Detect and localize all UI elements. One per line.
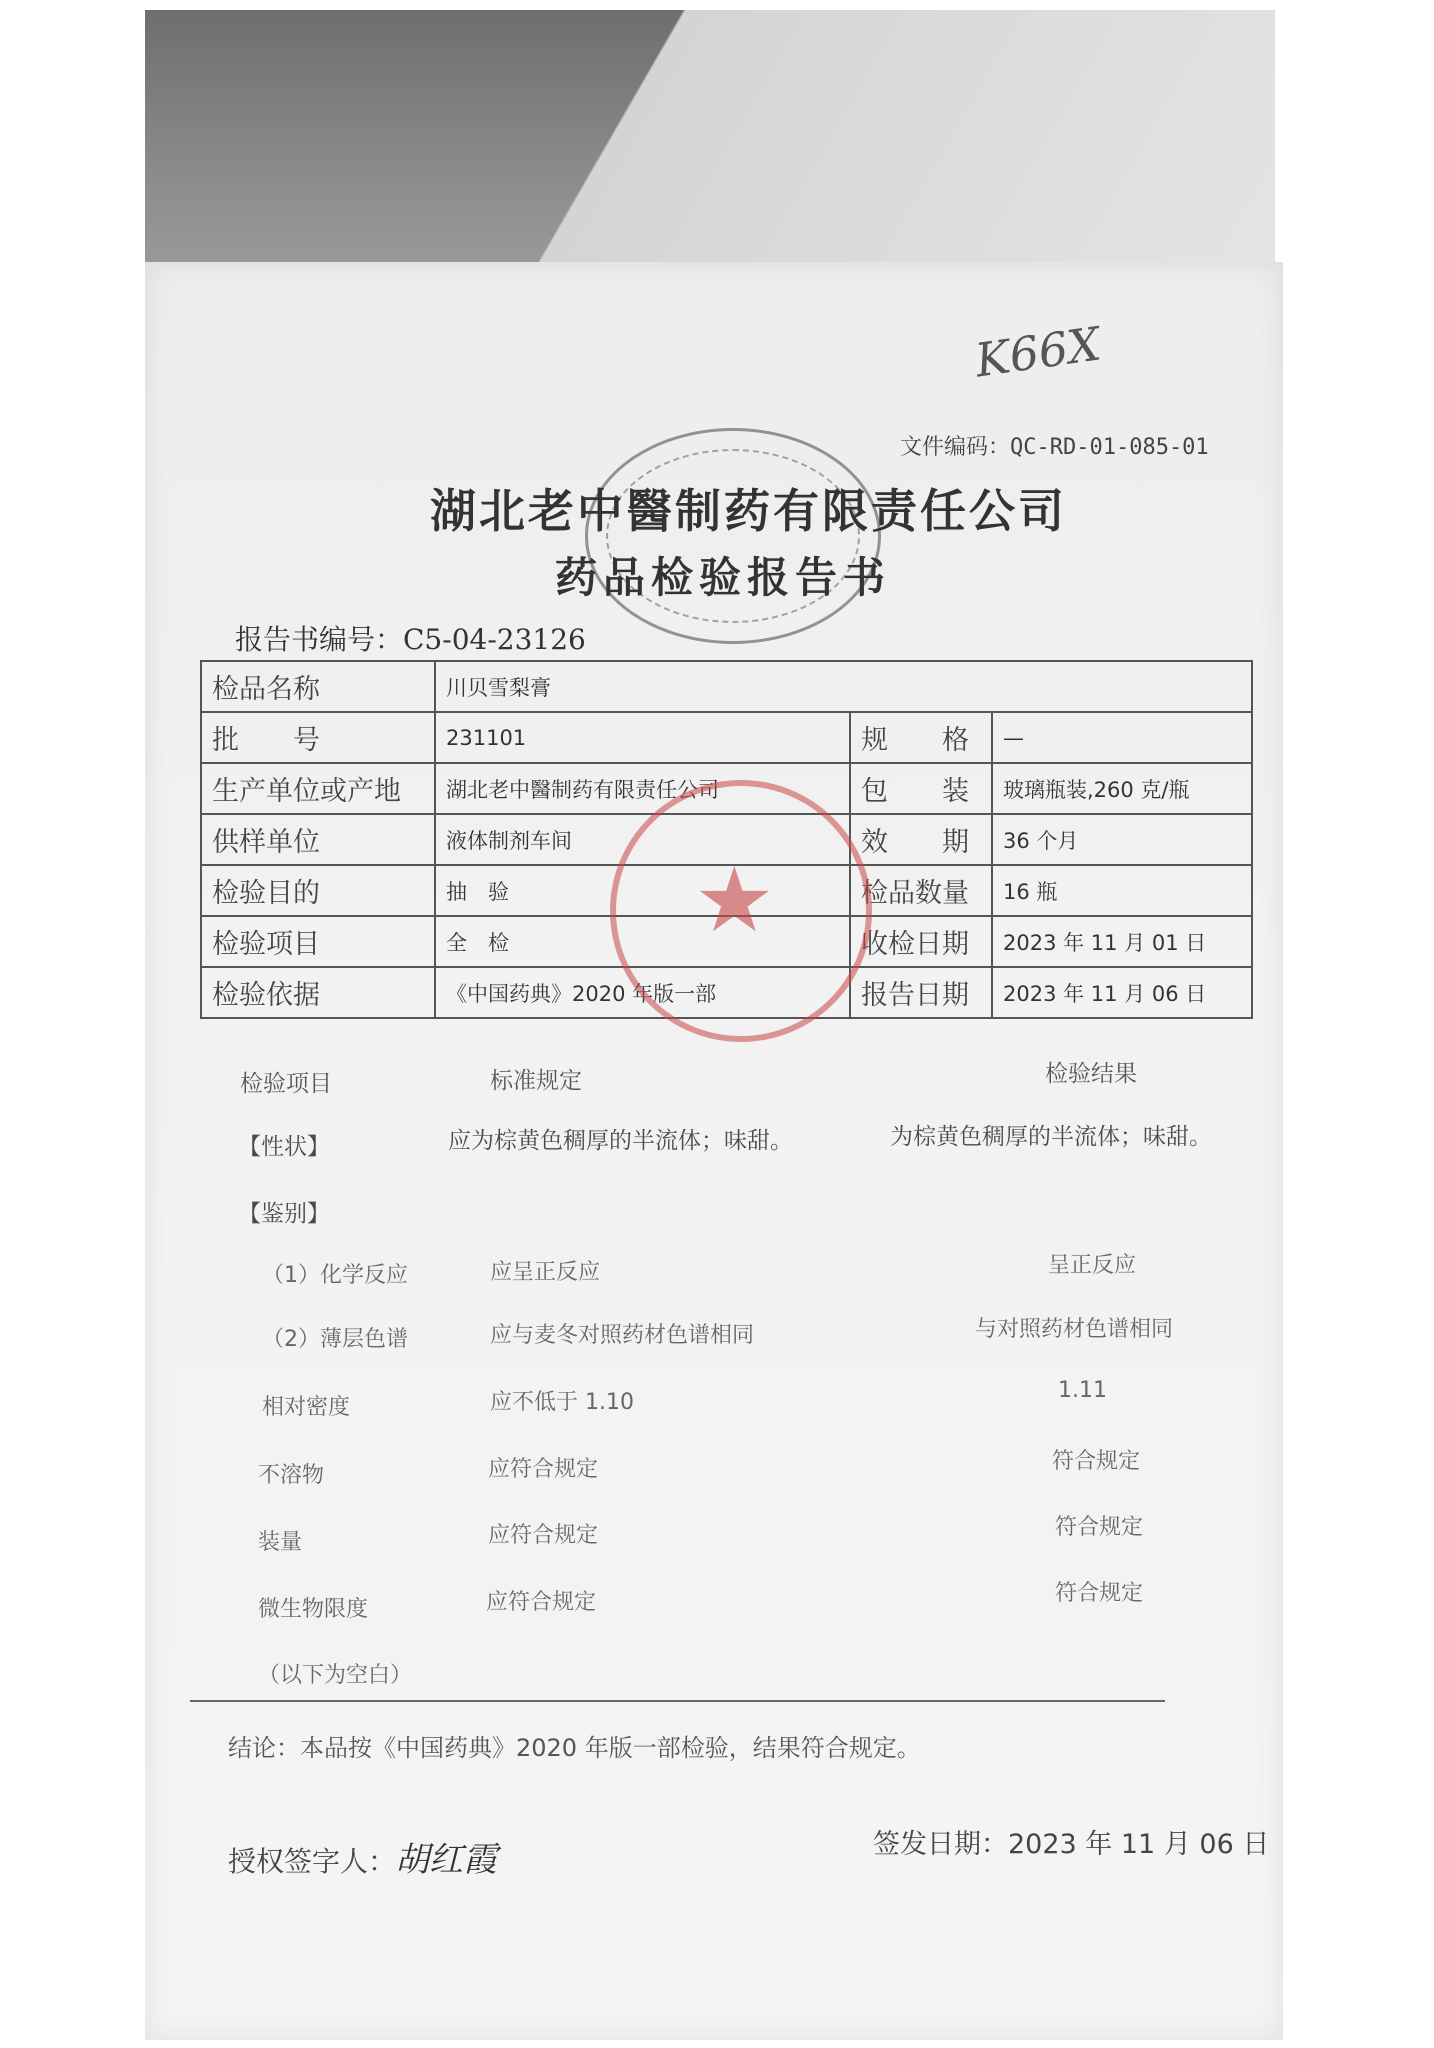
result-standard: 应不低于 1.10 xyxy=(490,1390,634,1415)
report-date-value: 2023 年 11 月 06 日 xyxy=(992,967,1252,1018)
batch-label: 批 号 xyxy=(201,712,435,763)
quantity-value: 16 瓶 xyxy=(992,865,1252,916)
package-label: 包 装 xyxy=(850,763,992,814)
table-row xyxy=(201,661,1252,712)
package-value: 玻璃瓶装,260 克/瓶 xyxy=(992,763,1252,814)
result-value: 符合规定 xyxy=(1055,1515,1144,1540)
product-name: 川贝雪梨膏 xyxy=(435,661,1252,712)
supplier-value: 液体制剂车间 xyxy=(435,814,850,865)
company-name: 湖北老中醫制药有限责任公司 xyxy=(430,484,1067,538)
file-code: 文件编码：QC-RD-01-085-01 xyxy=(900,435,1209,460)
result-standard: 应呈正反应 xyxy=(490,1260,601,1285)
result-item: 相对密度 xyxy=(262,1395,351,1420)
result-standard: 应与麦冬对照药材色谱相同 xyxy=(490,1323,755,1348)
received-label: 收检日期 xyxy=(850,916,992,967)
basis-label: 检验依据 xyxy=(201,967,435,1018)
result-value: 1.11 xyxy=(1058,1378,1107,1403)
supplier-label: 供样单位 xyxy=(201,814,435,865)
result-value: 符合规定 xyxy=(1055,1581,1144,1606)
result-value: 为棕黄色稠厚的半流体；味甜。 xyxy=(890,1124,1212,1150)
spec-value: — xyxy=(992,712,1252,763)
results-header-item: 检验项目 xyxy=(240,1071,332,1097)
validity-label: 效 期 xyxy=(850,814,992,865)
table-row xyxy=(201,712,1252,763)
signer-signature: 胡红霞 xyxy=(395,1840,497,1880)
manufacturer-value: 湖北老中醫制药有限责任公司 xyxy=(435,763,850,814)
items-value: 全 检 xyxy=(435,916,850,967)
result-item: （1）化学反应 xyxy=(262,1263,408,1288)
results-header-standard: 标准规定 xyxy=(490,1068,582,1094)
report-number: 报告书编号：C5-04-23126 xyxy=(235,623,586,656)
document-title: 药品检验报告书 xyxy=(555,553,892,602)
result-standard: 应符合规定 xyxy=(486,1590,597,1615)
result-value: 与对照药材色谱相同 xyxy=(975,1317,1174,1342)
result-value: 符合规定 xyxy=(1052,1449,1141,1474)
inspection-seal xyxy=(610,780,872,1042)
received-value: 2023 年 11 月 01 日 xyxy=(992,916,1252,967)
spec-label: 规 格 xyxy=(850,712,992,763)
result-item: 装量 xyxy=(258,1530,303,1555)
result-item: 【性状】 xyxy=(238,1134,330,1160)
handwritten-note: K66X xyxy=(971,316,1104,388)
conclusion: 结论：本品按《中国药典》2020 年版一部检验，结果符合规定。 xyxy=(228,1734,921,1762)
result-item: 不溶物 xyxy=(258,1463,325,1488)
result-standard: 应符合规定 xyxy=(488,1523,599,1548)
result-item: 【鉴别】 xyxy=(238,1201,330,1227)
star-icon: ★ xyxy=(694,848,775,953)
result-standard: 应为棕黄色稠厚的半流体；味甜。 xyxy=(448,1128,793,1154)
signer-label: 授权签字人： xyxy=(228,1845,397,1878)
divider xyxy=(190,1700,1165,1702)
scan-background-top xyxy=(145,10,1275,272)
result-item: （2）薄层色谱 xyxy=(262,1327,408,1352)
results-header-result: 检验结果 xyxy=(1045,1061,1137,1087)
result-value: 呈正反应 xyxy=(1048,1253,1137,1278)
issue-date: 签发日期：2023 年 11 月 06 日 xyxy=(873,1829,1270,1860)
result-item-blank-note: （以下为空白） xyxy=(258,1663,413,1688)
result-standard: 应符合规定 xyxy=(488,1457,599,1482)
validity-value: 36 个月 xyxy=(992,814,1252,865)
quantity-label: 检品数量 xyxy=(850,865,992,916)
product-name-label: 检品名称 xyxy=(201,661,435,712)
purpose-label: 检验目的 xyxy=(201,865,435,916)
basis-value: 《中国药典》2020 年版一部 xyxy=(435,967,850,1018)
manufacturer-label: 生产单位或产地 xyxy=(201,763,435,814)
batch-value: 231101 xyxy=(435,712,850,763)
report-date-label: 报告日期 xyxy=(850,967,992,1018)
items-label: 检验项目 xyxy=(201,916,435,967)
result-item: 微生物限度 xyxy=(258,1597,369,1622)
purpose-value: 抽 验 xyxy=(435,865,850,916)
